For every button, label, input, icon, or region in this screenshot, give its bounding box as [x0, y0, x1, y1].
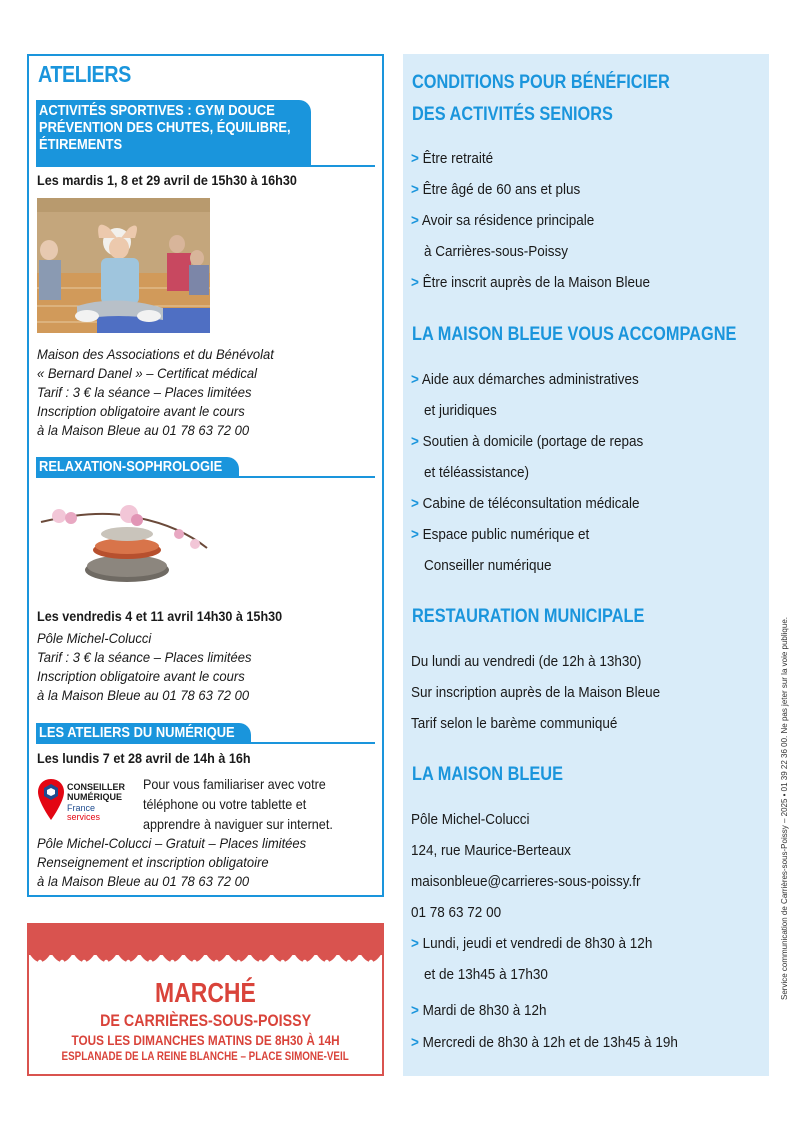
marche-title — [29, 977, 382, 1009]
marche-location-text: ESPLANADE DE LA REINE BLANCHE – PLACE SIMONE-VEIL — [61, 1049, 350, 1063]
hours-text: Mercredi de 8h30 à 12h et de 13h45 à 19h — [422, 1034, 678, 1051]
numerique-header-text: LES ATELIERS DU NUMÉRIQUE — [39, 724, 235, 741]
awning-hole — [258, 960, 262, 964]
awning-hole — [369, 960, 373, 964]
marche-subtitle-text: DE CARRIÈRES-SOUS-POISSY — [99, 1011, 312, 1030]
numerique-desc-2: téléphone ou votre tablette et — [143, 796, 307, 812]
marche-title-text: MARCHÉ — [155, 977, 256, 1008]
conditions-title-1: CONDITIONS POUR BÉNÉFICIER — [412, 72, 670, 93]
awning-hole — [192, 960, 196, 964]
numerique-dates: Les lundis 7 et 28 avril de 14h à 16h — [37, 750, 251, 766]
condition-item — [411, 149, 493, 169]
awning-hole — [347, 960, 351, 964]
hours-text: Mardi de 8h30 à 12h — [422, 1002, 547, 1019]
arrow-icon: > — [411, 495, 419, 512]
gym-header-line-3: ÉTIREMENTS — [39, 136, 123, 153]
arrow-icon: > — [411, 526, 419, 543]
arrow-icon: > — [411, 181, 419, 198]
maison-address-2: 124, rue Maurice-Berteaux — [411, 842, 571, 859]
gym-rule — [36, 165, 375, 167]
condition-item-continued: à Carrières-sous-Poissy — [424, 243, 569, 260]
awning-hole — [38, 960, 42, 964]
relax-dates: Les vendredis 4 et 11 avril 14h30 à 15h30 — [37, 608, 283, 624]
awning-hole — [82, 960, 86, 964]
hours-item — [411, 1001, 546, 1021]
condition-text: Être inscrit auprès de la Maison Bleue — [422, 274, 651, 291]
ateliers-title: ATELIERS — [38, 61, 131, 87]
marche-location — [29, 1049, 382, 1063]
awning-hole — [60, 960, 64, 964]
gym-header-line-1: ACTIVITÉS SPORTIVES : GYM DOUCE — [39, 102, 275, 119]
marche-schedule-text: TOUS LES DIMANCHES MATINS DE 8H30 À 14H — [71, 1032, 340, 1048]
relax-detail-3: Inscription obligatoire avant le cours — [37, 668, 245, 684]
arrow-icon: > — [411, 1002, 419, 1019]
marche-subtitle — [29, 1011, 382, 1031]
awning-hole — [170, 960, 174, 964]
awning-hole — [303, 960, 307, 964]
arrow-icon: > — [411, 150, 419, 167]
ateliers-box — [27, 54, 384, 897]
service-item — [411, 525, 589, 545]
service-item — [411, 494, 640, 514]
hours-text: Lundi, jeudi et vendredi de 8h30 à 12h — [422, 935, 653, 952]
condition-text: Avoir sa résidence principale — [421, 212, 595, 229]
logo-line-1: CONSEILLER — [67, 782, 126, 792]
relax-detail-1: Pôle Michel-Colucci — [37, 630, 152, 646]
awning-hole — [236, 960, 240, 964]
service-item — [411, 432, 643, 452]
numerique-header-label — [36, 723, 251, 743]
hours-item — [411, 1033, 678, 1053]
numerique-detail-2: Renseignement et inscription obligatoire — [37, 854, 269, 870]
awning-hole — [281, 960, 285, 964]
gym-detail-5: à la Maison Bleue au 01 78 63 72 00 — [37, 422, 250, 438]
arrow-icon: > — [411, 212, 419, 229]
condition-item — [411, 273, 650, 293]
numerique-header — [36, 723, 251, 743]
restauration-title: RESTAURATION MUNICIPALE — [412, 606, 645, 627]
arrow-icon: > — [411, 1034, 419, 1051]
gym-dates: Les mardis 1, 8 et 29 avril de 15h30 à 16h30 — [37, 172, 297, 188]
service-item-continued: et juridiques — [424, 402, 497, 419]
awning-hole — [126, 960, 130, 964]
maison-address-1: Pôle Michel-Colucci — [411, 811, 530, 828]
numerique-desc-3: apprendre à naviguer sur internet. — [143, 816, 333, 832]
restauration-line-3: Tarif selon le barème communiqué — [411, 715, 618, 732]
zen-stones-orchid-illustration — [39, 488, 209, 588]
logo-services: services — [67, 812, 101, 822]
service-text: Cabine de téléconsultation médicale — [422, 495, 640, 512]
numerique-detail-3: à la Maison Bleue au 01 78 63 72 00 — [37, 873, 250, 889]
marche-schedule — [29, 1032, 382, 1048]
accompagne-title: LA MAISON BLEUE VOUS ACCOMPAGNE — [412, 324, 737, 345]
numerique-detail-1: Pôle Michel-Colucci – Gratuit – Places limitées — [37, 835, 307, 851]
gym-detail-2: « Bernard Danel » – Certificat médical — [37, 365, 258, 381]
hours-item-continued: et de 13h45 à 17h30 — [424, 966, 548, 983]
arrow-icon: > — [411, 935, 419, 952]
service-text: Soutien à domicile (portage de repas — [422, 433, 644, 450]
restauration-line-1: Du lundi au vendredi (de 12h à 13h30) — [411, 653, 642, 670]
location-pin-icon — [37, 778, 65, 822]
logo-france: France — [67, 803, 96, 813]
service-text: Espace public numérique et — [422, 526, 590, 543]
arrow-icon: > — [411, 371, 419, 388]
maison-title: LA MAISON BLEUE — [412, 764, 563, 785]
awning-hole — [325, 960, 329, 964]
awning-hole — [148, 960, 152, 964]
service-text: Aide aux démarches administratives — [421, 371, 639, 388]
relax-header-label — [36, 457, 239, 477]
maison-phone: 01 78 63 72 00 — [411, 904, 502, 921]
awning-hole — [214, 960, 218, 964]
conseiller-numerique-logo — [35, 778, 139, 826]
restauration-line-2: Sur inscription auprès de la Maison Bleue — [411, 684, 661, 701]
service-item-continued: Conseiller numérique — [424, 557, 552, 574]
numerique-rule — [36, 742, 375, 744]
gym-header-label — [36, 100, 311, 165]
relax-rule — [36, 476, 375, 478]
condition-item — [411, 180, 580, 200]
condition-text: Être retraité — [422, 150, 494, 167]
relax-header-text: RELAXATION-SOPHROLOGIE — [39, 458, 223, 475]
gym-detail-4: Inscription obligatoire avant le cours — [37, 403, 245, 419]
marche-box — [27, 923, 384, 1076]
info-panel — [403, 54, 769, 1076]
gym-detail-3: Tarif : 3 € la séance – Places limitées — [37, 384, 252, 400]
arrow-icon: > — [411, 433, 419, 450]
awning-hole — [104, 960, 108, 964]
conditions-title-2: DES ACTIVITÉS SENIORS — [412, 104, 613, 125]
arrow-icon: > — [411, 274, 419, 291]
maison-email-link[interactable]: maisonbleue@carrieres-sous-poissy.fr — [411, 873, 641, 890]
service-item — [411, 370, 639, 390]
relax-header — [36, 457, 239, 477]
numerique-desc-1: Pour vous familiariser avec votre — [143, 776, 326, 792]
service-item-continued: et téléassistance) — [424, 464, 530, 481]
hours-item — [411, 934, 652, 954]
market-awning-illustration — [29, 925, 382, 971]
relax-detail-4: à la Maison Bleue au 01 78 63 72 00 — [37, 687, 250, 703]
condition-text: Être âgé de 60 ans et plus — [422, 181, 581, 198]
condition-item — [411, 211, 594, 231]
seniors-stretching-illustration — [37, 198, 210, 333]
relax-detail-2: Tarif : 3 € la séance – Places limitées — [37, 649, 252, 665]
logo-line-2: NUMÉRIQUE — [67, 792, 123, 802]
vertical-footer-note: Service communication de Carrières-sous-Poissy – 2025 • 01 39 22 36 00. Ne pas jeter sur la voie publique. — [780, 616, 789, 1000]
gym-detail-1: Maison des Associations et du Bénévolat — [37, 346, 274, 362]
gym-header-line-2: PRÉVENTION DES CHUTES, ÉQUILIBRE, — [39, 119, 291, 136]
gym-photo — [37, 198, 210, 333]
gym-header — [36, 100, 311, 165]
